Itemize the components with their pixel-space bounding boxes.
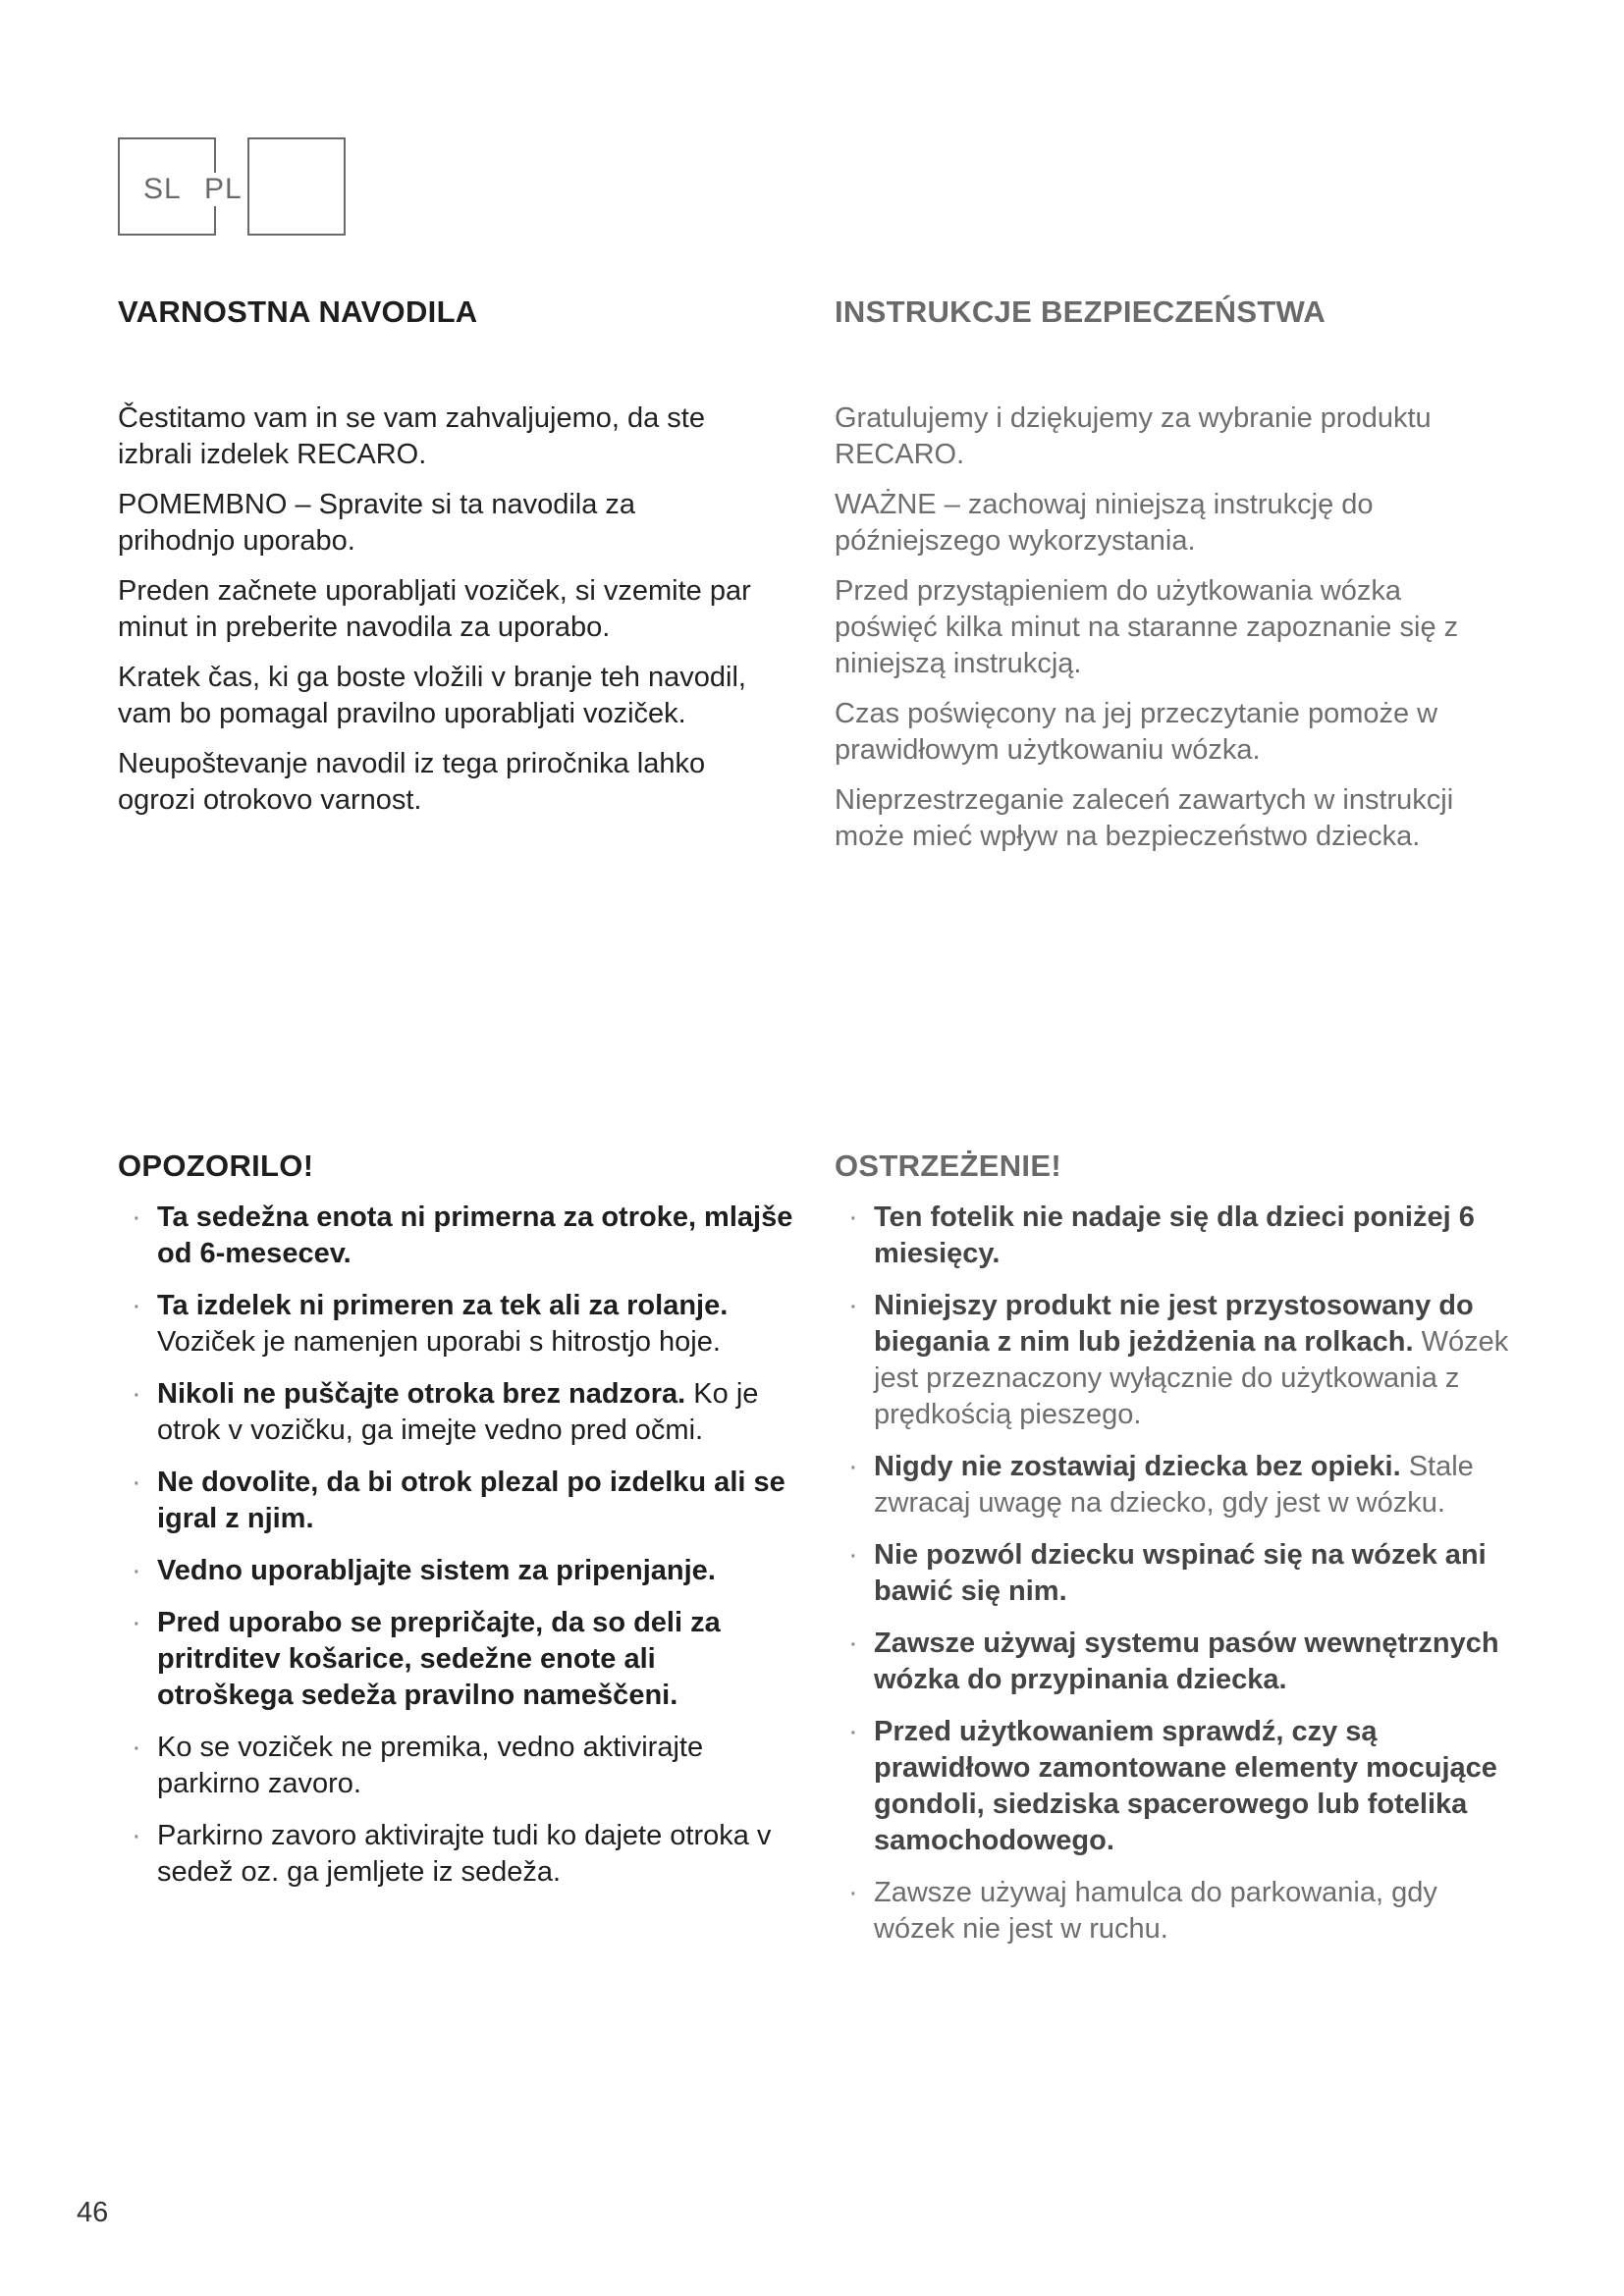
intro-paragraph: Przed przystąpieniem do użytkowania wózka poświęć kilka minut na staranne zapoznanie się z niniejszą instrukcją. <box>835 575 1459 679</box>
warning-item <box>118 1605 795 1714</box>
warning-bold-text: Nikoli ne puščajte otroka brez nadzora. <box>157 1378 686 1410</box>
warning-item <box>835 1200 1512 1272</box>
warning-item <box>118 1730 795 1802</box>
warning-item <box>118 1818 795 1891</box>
warning-item <box>118 1376 795 1449</box>
warning-heading-sl: OPOZORILO! <box>118 1148 314 1183</box>
warning-item <box>835 1626 1512 1698</box>
warning-bold-text: Ta sedežna enota ni primerna za otroke, mlajše od 6-mesecev. <box>157 1201 793 1269</box>
intro-paragraph: Nieprzestrzeganie zaleceń zawartych w instrukcji może mieć wpływ na bezpieczeństwo dziecka. <box>835 784 1454 852</box>
warning-item <box>835 1714 1512 1859</box>
intro-paragraph: Kratek čas, ki ga boste vložili v branje teh navodil, vam bo pomagal pravilno uporabljati voziček. <box>118 662 746 729</box>
warning-bold-text: Niniejszy produkt nie jest przystosowany do biegania z nim lub jeżdżenia na rolkach. <box>874 1290 1474 1358</box>
warning-item <box>835 1288 1512 1433</box>
page-number: 46 <box>77 2197 109 2228</box>
warning-bold-text: Vedno uporabljajte sistem za pripenjanje. <box>157 1555 716 1586</box>
warning-item <box>835 1449 1512 1522</box>
warning-item <box>118 1465 795 1537</box>
language-label-sl: SL <box>143 173 182 205</box>
warning-item <box>835 1875 1512 1948</box>
warning-item <box>118 1200 795 1272</box>
warning-bold-text: Nigdy nie zostawiaj dziecka bez opieki. <box>874 1451 1401 1482</box>
warning-bold-text: Zawsze używaj systemu pasów wewnętrznych wózka do przypinania dziecka. <box>874 1628 1499 1695</box>
warning-normal-text: Ko se voziček ne premika, vedno aktivirajte parkirno zavoro. <box>157 1732 704 1799</box>
language-label-pl: PL <box>204 173 243 205</box>
intro-section-pl <box>835 400 1492 869</box>
language-box-pl <box>247 137 346 236</box>
heading-safety-pl: INSTRUKCJE BEZPIECZEŃSTWA <box>835 294 1326 329</box>
warning-bold-text: Ten fotelik nie nadaje się dla dzieci poniżej 6 miesięcy. <box>874 1201 1475 1269</box>
intro-section-sl <box>118 400 776 832</box>
warning-normal-text: Ko je otrok v vozičku, ga imejte vedno pred očmi. <box>157 1378 759 1446</box>
warning-item <box>118 1553 795 1589</box>
warning-normal-text: Parkirno zavoro aktivirajte tudi ko dajete otroka v sedež oz. ga jemljete iz sedeža. <box>157 1820 772 1888</box>
warning-bold-text: Ta izdelek ni primeren za tek ali za rolanje. <box>157 1290 729 1321</box>
warning-normal-text: Voziček je namenjen uporabi s hitrostjo hoje. <box>157 1326 721 1358</box>
warning-bold-text: Ne dovolite, da bi otrok plezal po izdelku ali se igral z njim. <box>157 1467 785 1534</box>
warning-item <box>118 1288 795 1361</box>
warning-item <box>835 1537 1512 1610</box>
intro-paragraph: Gratulujemy i dziękujemy za wybranie produktu RECARO. <box>835 402 1432 470</box>
warning-heading-pl: OSTRZEŻENIE! <box>835 1148 1061 1183</box>
intro-paragraph: Čestitamo vam in se vam zahvaljujemo, da ste izbrali izdelek RECARO. <box>118 402 705 470</box>
warning-normal-text: Stale zwracaj uwagę na dziecko, gdy jest w wózku. <box>874 1451 1474 1519</box>
intro-paragraph: WAŻNE – zachowaj niniejszą instrukcję do późniejszego wykorzystania. <box>835 489 1374 557</box>
intro-paragraph: Neupoštevanje navodil iz tega priročnika lahko ogrozi otrokovo varnost. <box>118 748 706 816</box>
intro-paragraph: Czas poświęcony na jej przeczytanie pomoże w prawidłowym użytkowaniu wózka. <box>835 698 1438 766</box>
warning-normal-text: Wózek jest przeznaczony wyłącznie do użytkowania z prędkością pieszego. <box>874 1326 1509 1430</box>
warning-normal-text: Zawsze używaj hamulca do parkowania, gdy wózek nie jest w ruchu. <box>874 1877 1437 1945</box>
warning-list-sl <box>118 1200 795 1906</box>
warning-list-pl <box>835 1200 1512 1963</box>
intro-paragraph: POMEMBNO – Spravite si ta navodila za prihodnjo uporabo. <box>118 489 636 557</box>
warning-bold-text: Nie pozwól dziecku wspinać się na wózek ani bawić się nim. <box>874 1539 1487 1607</box>
warning-bold-text: Pred uporabo se prepričajte, da so deli za pritrditev košarice, sedežne enote ali otroškega sedeža pravilno nameščeni. <box>157 1607 721 1711</box>
heading-safety-sl: VARNOSTNA NAVODILA <box>118 294 478 329</box>
warning-bold-text: Przed użytkowaniem sprawdź, czy są prawidłowo zamontowane elementy mocujące gondoli, siedziska spacerowego lub fotelika samochodowego. <box>874 1716 1497 1856</box>
intro-paragraph: Preden začnete uporabljati voziček, si vzemite par minut in preberite navodila za uporabo. <box>118 575 751 643</box>
